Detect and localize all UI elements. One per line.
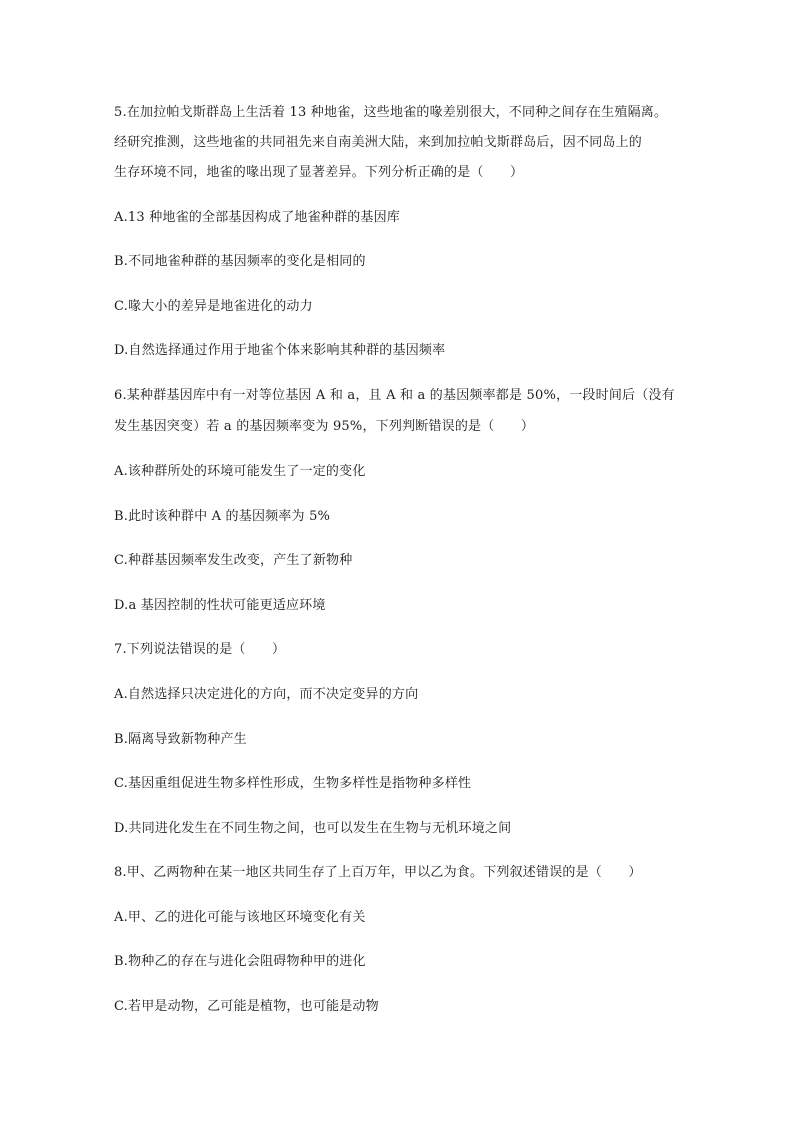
question-5-stem-line-1: 5.在加拉帕戈斯群岛上生活着 13 种地雀，这些地雀的喙差别很大，不同种之间存在生殖隔离。 (114, 105, 668, 120)
question-7-stem-line-1: 7.下列说法错误的是（ ） (114, 642, 286, 657)
question-8-option-c: C.若甲是动物，乙可能是植物，也可能是动物 (114, 999, 379, 1014)
question-5-stem-line-3: 生存环境不同，地雀的喙出现了显著差异。下列分析正确的是（ ） (114, 165, 524, 180)
question-5-stem-line-2: 经研究推测，这些地雀的共同祖先来自南美洲大陆，来到加拉帕戈斯群岛后，因不同岛上的 (114, 135, 643, 150)
question-6-stem-line-2: 发生基因突变）若 a 的基因频率变为 95%，下列判断错误的是（ ） (114, 419, 535, 434)
question-6-option-c: C.种群基因频率发生改变，产生了新物种 (114, 553, 353, 568)
question-5-option-c: C.喙大小的差异是地雀进化的动力 (114, 299, 313, 314)
question-7-option-c: C.基因重组促进生物多样性形成，生物多样性是指物种多样性 (114, 776, 472, 791)
question-8-option-b: B.物种乙的存在与进化会阻碍物种甲的进化 (114, 954, 366, 969)
question-8-option-a: A.甲、乙的进化可能与该地区环境变化有关 (114, 910, 366, 925)
question-5-option-a: A.13 种地雀的全部基因构成了地雀种群的基因库 (114, 210, 400, 225)
question-5-option-b: B.不同地雀种群的基因频率的变化是相同的 (114, 254, 366, 269)
question-6-option-b: B.此时该种群中 A 的基因频率为 5% (114, 509, 331, 524)
question-7-option-b: B.隔离导致新物种产生 (114, 732, 247, 747)
question-5-option-d: D.自然选择通过作用于地雀个体来影响其种群的基因频率 (114, 343, 446, 358)
question-6-stem-line-1: 6.某种群基因库中有一对等位基因 A 和 a，且 A 和 a 的基因频率都是 50%，一段时间后（没有 (114, 388, 675, 403)
question-6-option-d: D.a 基因控制的性状可能更适应环境 (114, 598, 326, 613)
question-8-stem-line-1: 8.甲、乙两物种在某一地区共同生存了上百万年，甲以乙为食。下列叙述错误的是（ ） (114, 865, 642, 880)
question-7-option-d: D.共同进化发生在不同生物之间，也可以发生在生物与无机环境之间 (114, 821, 512, 836)
question-7-option-a: A.自然选择只决定进化的方向，而不决定变异的方向 (114, 687, 419, 702)
question-6-option-a: A.该种群所处的环境可能发生了一定的变化 (114, 464, 366, 479)
